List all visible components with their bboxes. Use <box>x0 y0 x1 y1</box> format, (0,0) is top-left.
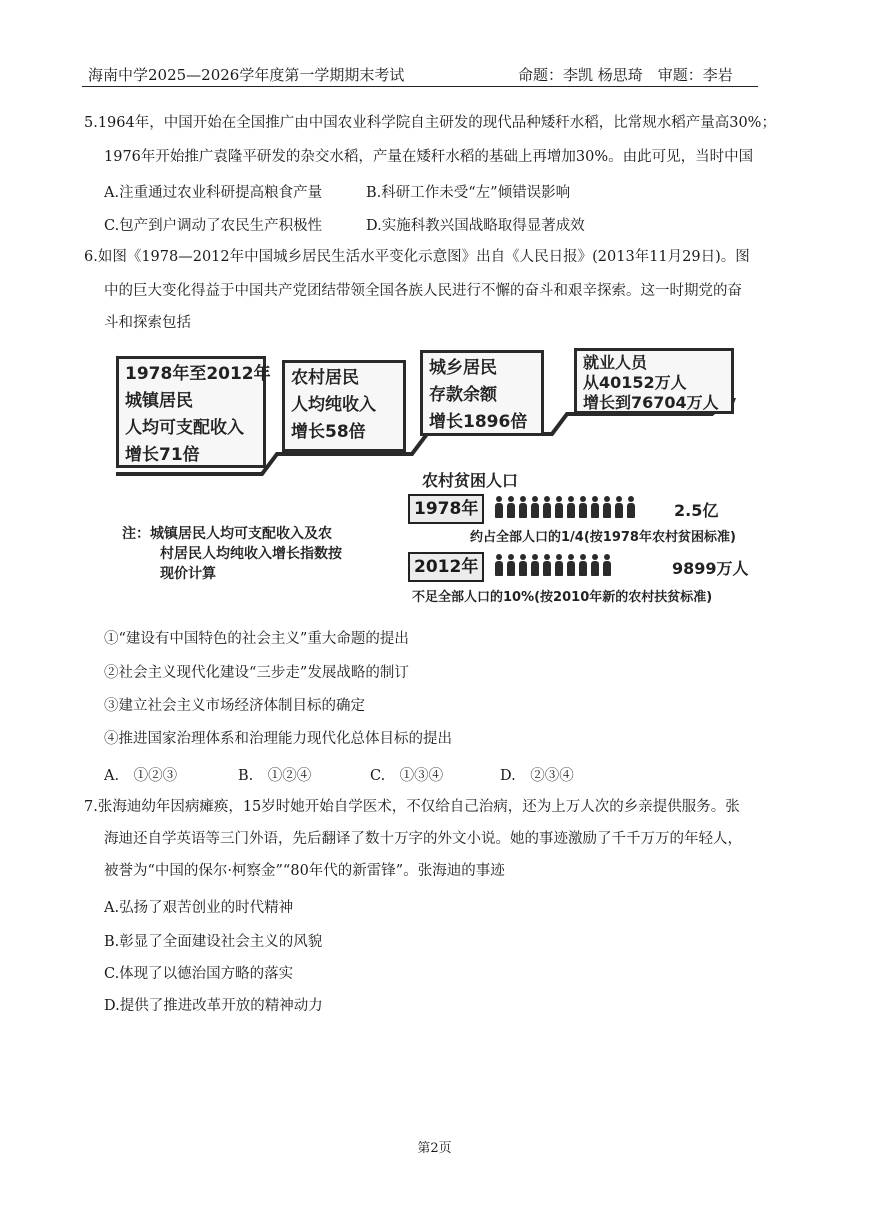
q7-option-b: B.彰显了全面建设社会主义的风貌 <box>104 934 323 950</box>
rural-box-line2: 人均纯收入 <box>291 395 376 415</box>
q6-item-3: ③建立社会主义市场经济体制目标的确定 <box>104 698 365 714</box>
person-icon <box>602 554 612 576</box>
person-icon <box>494 496 504 518</box>
q6-stem-line1: 6.如图《1978—2012年中国城乡居民生活水平变化示意图》出自《人民日报》(2013年11月29日)。图 <box>84 249 750 265</box>
person-icon <box>578 554 588 576</box>
value-2012: 9899万人 <box>672 559 749 578</box>
header-divider <box>82 86 758 87</box>
q7-stem-line2: 海迪还自学英语等三门外语，先后翻译了数十万字的外文小说。她的事迹激励了千千万万的年轻人， <box>104 831 742 847</box>
people-icons-2012 <box>494 554 612 576</box>
q7-stem-line3: 被誉为“中国的保尔·柯察金”“80年代的新雷锋”。张海迪的事迹 <box>104 863 505 879</box>
q6-item-4: ④推进国家治理体系和治理能力现代化总体目标的提出 <box>104 731 452 747</box>
q6-option-c: C. ①③④ <box>370 768 444 784</box>
exam-title: 海南中学2025—2026学年度第一学期期末考试 <box>88 66 405 84</box>
q5-option-d: D.实施科教兴国战略取得显著成效 <box>366 218 585 234</box>
person-icon <box>554 554 564 576</box>
savings-box-line2: 存款余额 <box>429 385 497 405</box>
q7-option-a: A.弘扬了艰苦创业的时代精神 <box>104 900 294 916</box>
people-icons-1978 <box>494 496 636 518</box>
value-1978: 2.5亿 <box>674 501 719 520</box>
urban-box-line3: 人均可支配收入 <box>125 418 244 438</box>
rural-box-line1: 农村居民 <box>291 368 359 388</box>
person-icon <box>518 554 528 576</box>
person-icon <box>554 496 564 518</box>
employment-box-line2: 从40152万人 <box>583 373 687 392</box>
person-icon <box>590 496 600 518</box>
q6-item-1: ①“建设有中国特色的社会主义”重大命题的提出 <box>104 631 409 647</box>
employment-box-line1: 就业人员 <box>583 353 648 372</box>
q5-stem-line2: 1976年开始推广袁隆平研发的杂交水稻，产量在矮秆水稻的基础上再增加30%。由此可见，当时中国 <box>104 149 754 165</box>
note-2012: 不足全部人口的10%(按2010年新的农村扶贫标准) <box>412 590 713 605</box>
q6-option-a: A. ①②③ <box>104 768 178 784</box>
employment-box-line3: 增长到76704万人 <box>583 393 719 412</box>
q5-option-c: C.包产到户调动了农民生产积极性 <box>104 218 323 234</box>
person-icon <box>542 496 552 518</box>
note-1978: 约占全部人口的1/4(按1978年农村贫困标准) <box>470 530 736 545</box>
person-icon <box>494 554 504 576</box>
figure-footnote <box>122 524 342 584</box>
person-icon <box>518 496 528 518</box>
person-icon <box>530 554 540 576</box>
rural-box-line3: 增长58倍 <box>291 422 366 442</box>
q5-option-a: A.注重通过农业科研提高粮食产量 <box>104 185 323 201</box>
q5-option-b: B.科研工作未受“左”倾错误影响 <box>366 185 571 201</box>
q7-option-d: D.提供了推进改革开放的精神动力 <box>104 998 323 1014</box>
q6-option-d: D. ②③④ <box>500 768 574 784</box>
q7-stem-line1: 7.张海迪幼年因病瘫痪，15岁时她开始自学医术，不仅给自己治病，还为上万人次的乡亲提供服务。张 <box>84 799 740 815</box>
exam-authors: 命题：李凯 杨思琦 审题：李岩 <box>518 66 733 84</box>
q6-option-b: B. ①②④ <box>238 768 312 784</box>
q6-stem-line3: 斗和探索包括 <box>104 315 191 331</box>
rural-income-box <box>282 360 406 452</box>
urban-box-line1: 1978年至2012年 <box>125 364 271 384</box>
urban-box-line2: 城镇居民 <box>125 391 193 411</box>
urban-box-line4: 增长71倍 <box>125 445 200 465</box>
person-icon <box>626 496 636 518</box>
footnote-line2: 村居民人均纯收入增长指数按 <box>160 546 342 562</box>
footnote-line1: 注：城镇居民人均可支配收入及农 <box>122 526 332 542</box>
savings-box <box>420 350 544 436</box>
person-icon <box>506 554 516 576</box>
q6-item-2: ②社会主义现代化建设“三步走”发展战略的制订 <box>104 665 409 681</box>
savings-box-line1: 城乡居民 <box>429 358 497 378</box>
page-number: 第2页 <box>417 1141 452 1156</box>
person-icon <box>506 496 516 518</box>
person-icon <box>530 496 540 518</box>
person-icon <box>590 554 600 576</box>
urban-income-box <box>116 356 271 468</box>
person-icon <box>602 496 612 518</box>
person-icon <box>566 496 576 518</box>
year-2012-label: 2012年 <box>408 552 484 582</box>
employment-box <box>574 348 734 414</box>
footnote-line3: 现价计算 <box>160 566 216 582</box>
person-icon <box>542 554 552 576</box>
living-standard-figure <box>112 346 760 616</box>
year-1978-label: 1978年 <box>408 494 484 524</box>
q7-option-c: C.体现了以德治国方略的落实 <box>104 966 294 982</box>
person-icon <box>578 496 588 518</box>
poverty-title: 农村贫困人口 <box>422 471 519 490</box>
person-icon <box>614 496 624 518</box>
q5-stem-line1: 5.1964年，中国开始在全国推广由中国农业科学院自主研发的现代品种矮秆水稻，比常规水稻产量高30%； <box>84 115 776 131</box>
person-icon <box>566 554 576 576</box>
savings-box-line3: 增长1896倍 <box>429 412 528 432</box>
q6-stem-line2: 中的巨大变化得益于中国共产党团结带领全国各族人民进行不懈的奋斗和艰辛探索。这一时期党的奋 <box>104 283 742 299</box>
